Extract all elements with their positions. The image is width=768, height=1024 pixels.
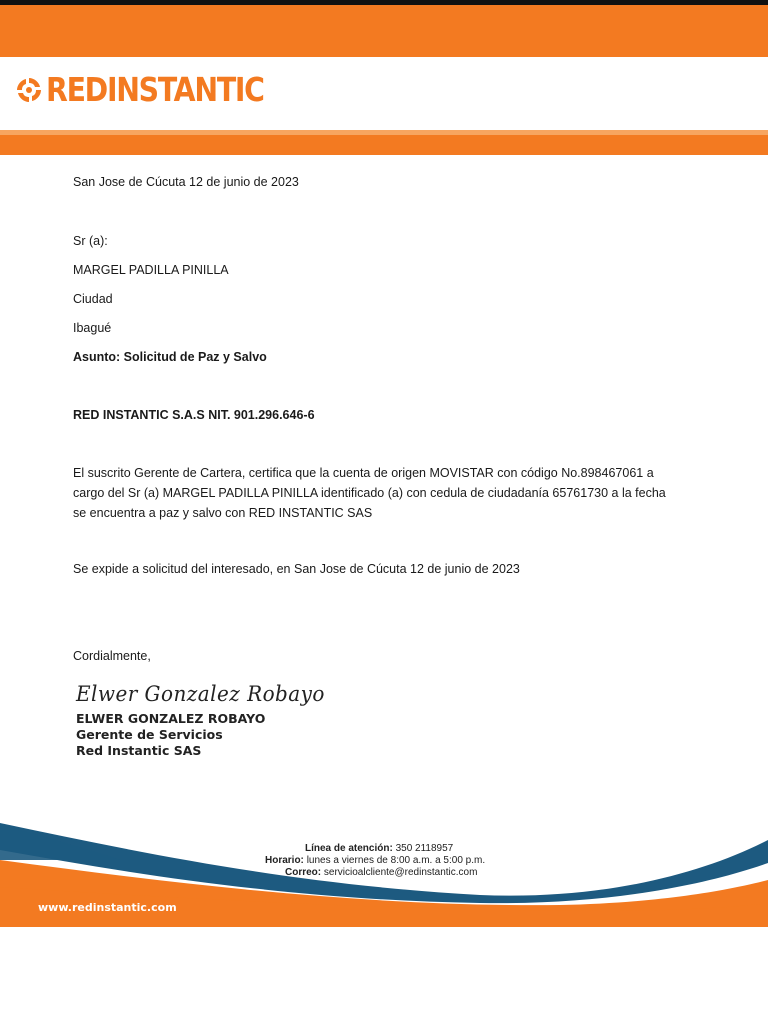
email-value: servicioalcliente@redinstantic.com [323, 867, 478, 878]
body-line: El suscrito Gerente de Cartera, certifica que la cuenta de origen MOVISTAR con código No.898467061 a [73, 466, 654, 480]
body-line: se encuentra a paz y salvo con RED INSTANTIC SAS [73, 506, 373, 520]
contact-hours [265, 855, 485, 866]
signer-company: Red Instantic SAS [76, 743, 202, 758]
logo-swirl-icon [14, 75, 44, 105]
date-line: San Jose de Cúcuta 12 de junio de 2023 [73, 175, 299, 189]
phone-value: 350 2118957 [395, 843, 454, 854]
city-name: Ibagué [73, 321, 112, 335]
phone-label: Línea de atención: [305, 843, 393, 854]
hours-label: Horario: [265, 855, 304, 866]
contact-email [285, 867, 477, 878]
company-nit: RED INSTANTIC S.A.S NIT. 901.296.646-6 [73, 408, 315, 422]
issue-line: Se expide a solicitud del interesado, en San Jose de Cúcuta 12 de junio de 2023 [73, 562, 520, 576]
recipient-name: MARGEL PADILLA PINILLA [73, 263, 229, 277]
company-logo [14, 70, 299, 109]
header-lower-band-highlight [0, 130, 768, 135]
header-band [0, 5, 768, 57]
handwritten-signature: Elwer Gonzalez Robayo [76, 682, 325, 706]
contact-phone [305, 843, 453, 854]
website-link[interactable]: www.redinstantic.com [38, 901, 177, 914]
subject-line: Asunto: Solicitud de Paz y Salvo [73, 350, 267, 364]
salutation: Sr (a): [73, 234, 108, 248]
logo-instantic-text: INSTANTIC [106, 70, 264, 109]
hours-value: lunes a viernes de 8:00 a.m. a 5:00 p.m. [306, 855, 486, 866]
body-line: cargo del Sr (a) MARGEL PADILLA PINILLA identificado (a) con cedula de ciudadanía 65761730 a la fecha [73, 486, 666, 500]
logo-wordmark [46, 70, 264, 109]
certification-paragraph [73, 463, 673, 523]
city-label: Ciudad [73, 292, 113, 306]
signer-name: ELWER GONZALEZ ROBAYO [76, 711, 266, 726]
email-label: Correo: [285, 867, 322, 878]
logo-red-text: RED [46, 70, 107, 109]
signer-title: Gerente de Servicios [76, 727, 223, 742]
closing: Cordialmente, [73, 649, 151, 663]
